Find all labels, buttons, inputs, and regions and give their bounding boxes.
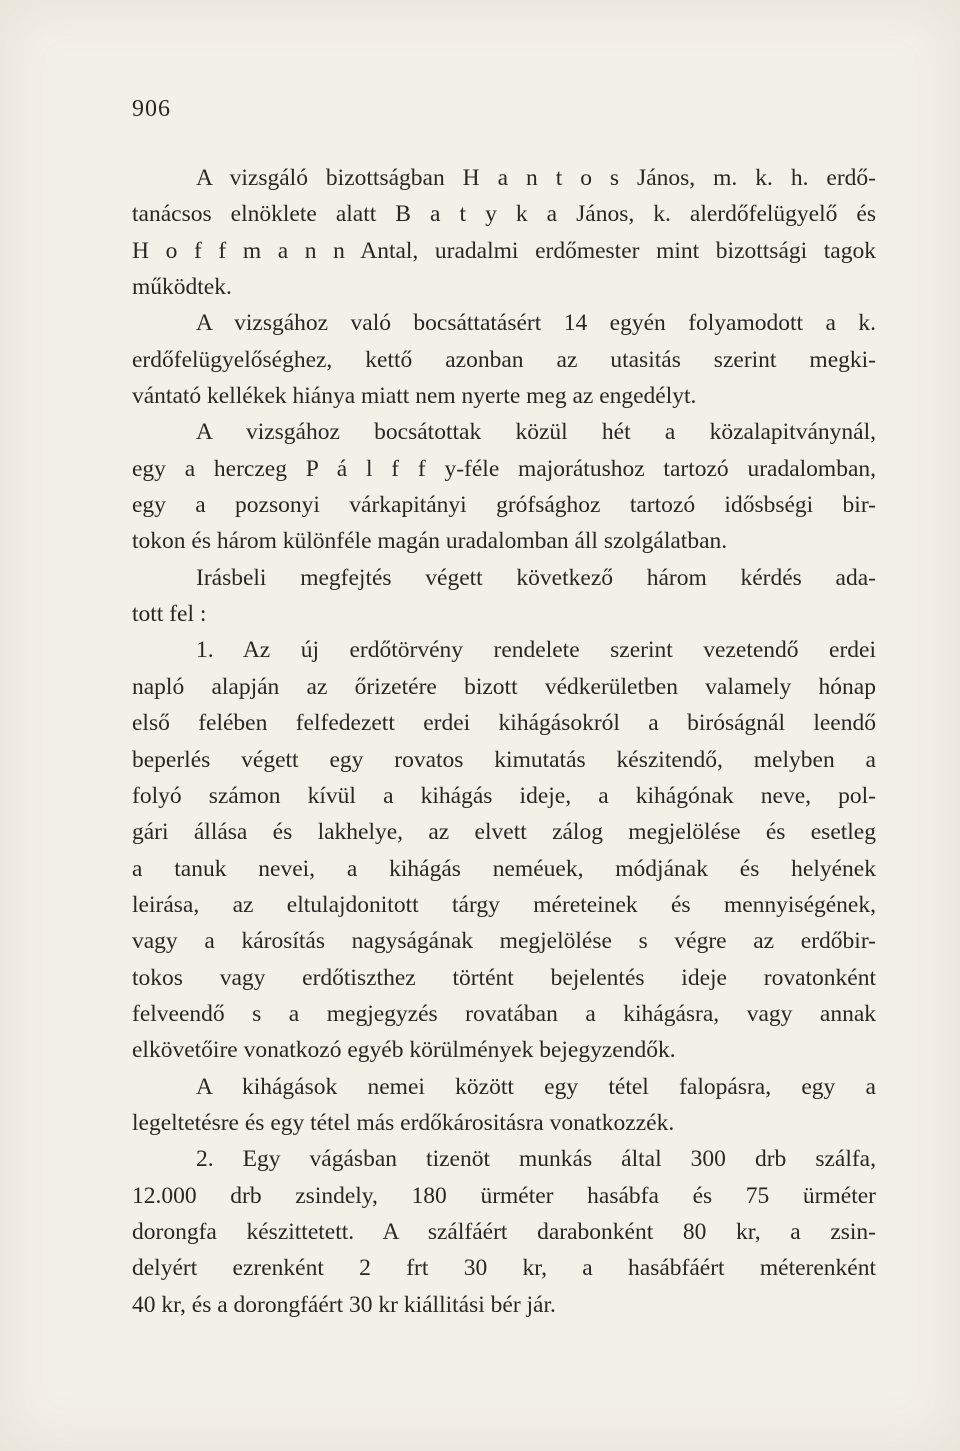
text-line: A kihágások nemei között egy tétel falopásra, egy a — [196, 1073, 876, 1100]
text-line: tanácsos elnöklete alatt B a t y k a János, k. alerdőfelügyelő és — [132, 201, 876, 228]
text-line: 2. Egy vágásban tizenöt munkás által 300 drb szálfa, — [196, 1146, 876, 1173]
text-line: tokos vagy erdőtiszthez történt bejelentés ideje rovatonként — [132, 964, 876, 991]
text-line: 12.000 drb zsindely, 180 ürméter hasábfa és 75 ürméter — [132, 1182, 876, 1209]
text-line: tott fel : — [132, 601, 207, 628]
page-number: 906 — [132, 96, 171, 122]
text-line: gári állása és lakhelye, az elvett zálog megjelölése és esetleg — [132, 819, 876, 846]
text-line: 1. Az új erdőtörvény rendelete szerint vezetendő erdei — [196, 637, 876, 664]
text-line: egy a pozsonyi várkapitányi grófsághoz tartozó idősbségi bir- — [132, 492, 876, 519]
text-line: A vizsgáló bizottságban H a n t o s János, m. k. h. erdő- — [196, 165, 876, 191]
text-line: A vizsgához bocsátottak közül hét a közalapitványnál, — [196, 419, 876, 446]
text-line: napló alapján az őrizetére bizott védkerületben valamely hónap — [132, 673, 876, 700]
text-line: erdőfelügyelőséghez, kettő azonban az utasitás szerint megki- — [132, 346, 876, 373]
text-line: legeltetésre és egy tétel más erdőkárositásra vonatkozzék. — [132, 1109, 675, 1136]
text-line: működtek. — [132, 274, 232, 301]
text-line: dorongfa készittetett. A szálfáért darabonként 80 kr, a zsin- — [132, 1218, 876, 1245]
text-line: felveendő s a megjegyzés rovatában a kihágásra, vagy annak — [132, 1000, 876, 1027]
text-line: a tanuk nevei, a kihágás neméuek, módjának és helyének — [132, 855, 876, 882]
text-line: vántató kellékek hiánya miatt nem nyerte meg az engedélyt. — [132, 383, 697, 410]
text-line: leirása, az eltulajdonitott tárgy méreteinek és mennyiségének, — [132, 891, 876, 918]
text-line: első felében felfedezett erdei kihágásokról a biróságnál leendő — [132, 710, 876, 737]
text-line: Irásbeli megfejtés végett következő három kérdés ada- — [196, 564, 876, 591]
text-line: vagy a károsítás nagyságának megjelölése s végre az erdőbir- — [132, 928, 876, 955]
text-line: 40 kr, és a dorongfáért 30 kr kiállitási bér jár. — [132, 1291, 556, 1318]
text-line: A vizsgához való bocsáttatásért 14 egyén folyamodott a k. — [196, 310, 876, 337]
text-line: elkövetőire vonatkozó egyéb körülmények bejegyzendők. — [132, 1037, 676, 1064]
text-line: folyó számon kívül a kihágás ideje, a kihágónak neve, pol- — [132, 782, 876, 809]
text-line: egy a herczeg P á l f f y-féle majorátushoz tartozó uradalomban, — [132, 455, 876, 482]
text-line: delyért ezrenként 2 frt 30 kr, a hasábfáért méterenként — [132, 1255, 876, 1282]
body-text — [132, 160, 876, 1323]
text-line: beperlés végett egy rovatos kimutatás készitendő, melyben a — [132, 746, 876, 773]
text-line: tokon és három különféle magán uradalomban áll szolgálatban. — [132, 528, 728, 555]
text-line: H o f f m a n n Antal, uradalmi erdőmester mint bizottsági tagok — [132, 237, 876, 264]
